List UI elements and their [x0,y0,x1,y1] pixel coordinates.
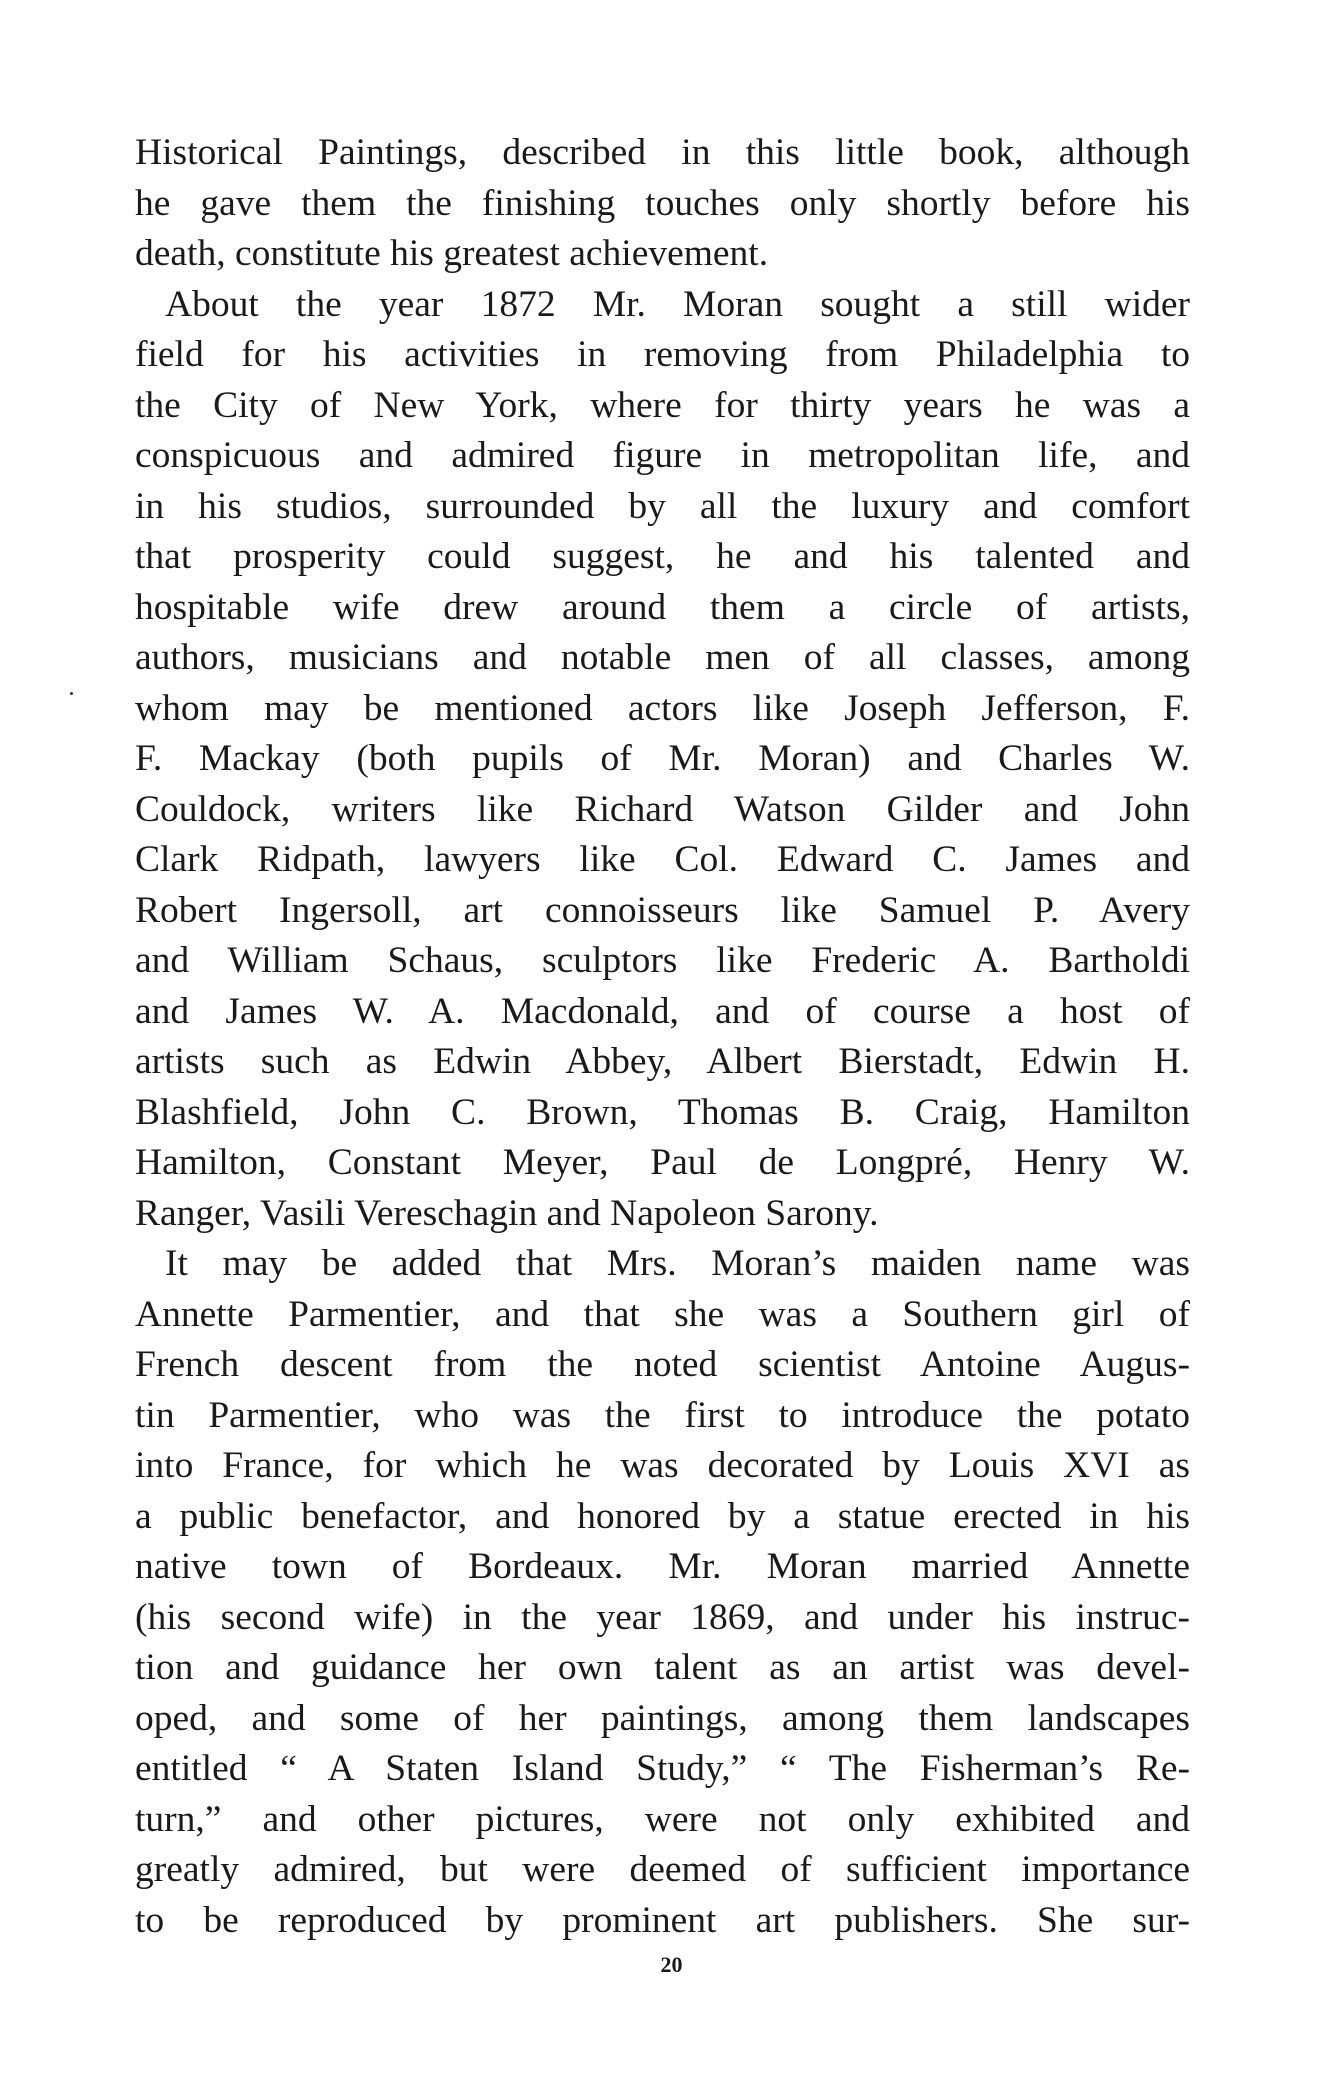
text-line: F. Mackay (both pupils of Mr. Moran) and Charles W. [135,738,1190,779]
text-line: whom may be mentioned actors like Joseph Jefferson, F. [135,687,1190,729]
text-line: Blashfield, John C. Brown, Thomas B. Craig, Hamilton [135,1091,1190,1133]
text-line: he gave them the finishing touches only shortly before his [135,182,1190,224]
text-line: death, constitute his greatest achievement. [135,233,769,274]
text-line: Hamilton, Constant Meyer, Paul de Longpré, Henry W. [135,1142,1190,1183]
text-line: authors, musicians and notable men of all classes, among [135,637,1190,678]
text-line: artists such as Edwin Abbey, Albert Bierstadt, Edwin H. [135,1041,1190,1082]
text-line: greatly admired, but were deemed of sufficient importance [135,1849,1190,1890]
text-line: (his second wife) in the year 1869, and under his instruc- [135,1596,1190,1638]
text-line: conspicuous and admired figure in metropolitan life, and [135,435,1190,476]
text-line: Annette Parmentier, and that she was a Southern girl of [135,1293,1190,1335]
text-line: About the year 1872 Mr. Moran sought a still wider [165,283,1190,325]
text-line: It may be added that Mrs. Moran’s maiden name was [165,1243,1190,1284]
body-text [135,128,1190,1946]
text-line: tin Parmentier, who was the first to introduce the potato [135,1394,1190,1436]
text-line: that prosperity could suggest, he and his talented and [135,536,1190,577]
text-line: a public benefactor, and honored by a statue erected in his [135,1495,1190,1537]
text-line: in his studios, surrounded by all the luxury and comfort [135,485,1190,527]
text-line: native town of Bordeaux. Mr. Moran married Annette [135,1546,1190,1587]
text-line: tion and guidance her own talent as an artist was devel- [135,1647,1190,1688]
print-speck [70,692,73,695]
text-line: Robert Ingersoll, art connoisseurs like Samuel P. Avery [135,889,1190,931]
paragraph-2 [135,280,1190,1240]
text-line: Clark Ridpath, lawyers like Col. Edward C. James and [135,839,1190,880]
paragraph-3 [135,1239,1190,1946]
text-line: the City of New York, where for thirty years he was a [135,384,1190,426]
text-line: into France, for which he was decorated by Louis XVI as [135,1445,1190,1486]
text-line: oped, and some of her paintings, among them landscapes [135,1697,1190,1739]
text-line: field for his activities in removing from Philadelphia to [135,334,1190,375]
paragraph-1 [135,128,1190,280]
text-line: French descent from the noted scientist Antoine Augus- [135,1344,1190,1385]
text-line: turn,” and other pictures, were not only exhibited and [135,1798,1190,1840]
page-number: 20 [660,1952,683,1977]
text-line: Ranger, Vasili Vereschagin and Napoleon Sarony. [135,1192,879,1234]
text-line: hospitable wife drew around them a circle of artists, [135,586,1190,628]
text-line: and James W. A. Macdonald, and of course a host of [135,990,1190,1032]
text-line: entitled “ A Staten Island Study,” “ The Fisherman’s Re- [135,1748,1190,1789]
text-line: Historical Paintings, described in this little book, although [135,132,1190,173]
text-line: and William Schaus, sculptors like Frederic A. Bartholdi [135,940,1190,981]
text-line: to be reproduced by prominent art publishers. She sur- [135,1899,1190,1941]
text-line: Couldock, writers like Richard Watson Gilder and John [135,788,1190,830]
